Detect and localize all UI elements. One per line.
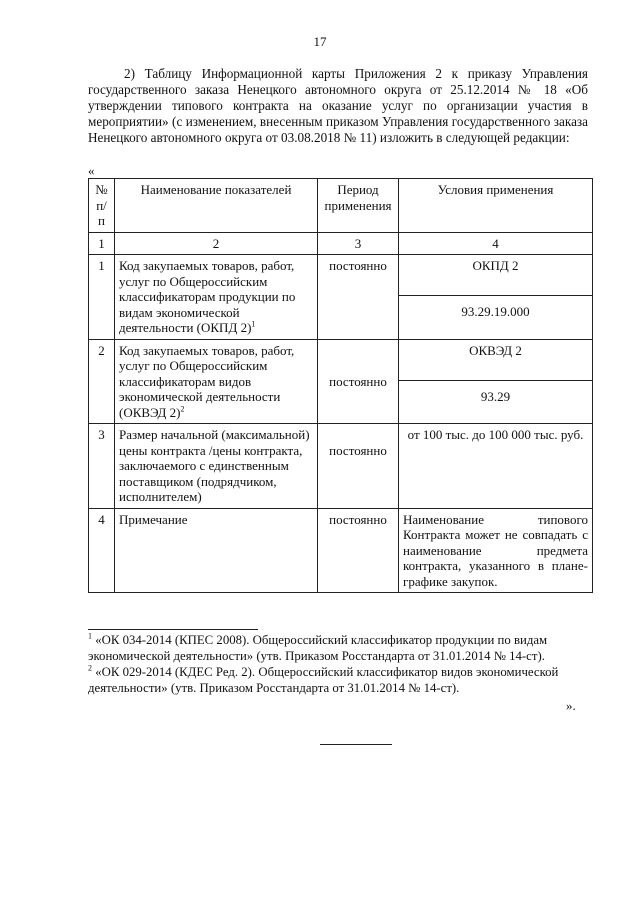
row-condition-code-type: ОКВЭД 2	[399, 339, 593, 380]
header-num: № п/п	[89, 179, 115, 233]
page-number: 17	[313, 34, 327, 49]
header-name: Наименование показателей	[115, 179, 318, 233]
footnote-separator	[88, 629, 258, 630]
row-num: 4	[89, 508, 115, 593]
header-conditions: Условия применения	[399, 179, 593, 233]
row-name-text: Код закупаемых товаров, работ, услуг по Общероссийским классификаторам видов экономической деятельности (ОКВЭД 2)	[119, 342, 295, 420]
row-num: 1	[89, 255, 115, 340]
row-name: Размер начальной (максимальной) цены контракта /цены контракта, заключаемого с единственным поставщиком (подрядчиком, исполнителем)	[115, 424, 318, 509]
header-period: Период применения	[318, 179, 399, 233]
row-condition: Наименование типового Контракта может не совпадать с наименование предмета контракта, указанного в плане-графике закупок.	[399, 508, 593, 593]
footnote-text: «ОК 029-2014 (КДЕС Ред. 2). Общероссийский классификатор видов экономической деятельности» (утв. Приказом Росстандарта от 31.01.2014 № 14-ст).	[88, 665, 559, 695]
footnote-1	[88, 632, 590, 664]
info-card-table	[88, 178, 593, 593]
footnotes	[88, 632, 590, 696]
intro-paragraph	[88, 66, 588, 146]
row-num: 2	[89, 339, 115, 424]
intro-text: 2) Таблицу Информационной карты Приложения 2 к приказу Управления государственного заказа Ненецкого автономного округа от 25.12.2014 № 18 «Об утверждении типового контракта на оказание услуг по организации участия в мероприятии» (с изменением, внесенным приказом Управления государственного заказа Ненецкого автономного округа от 03.08.2018 № 11) изложить в следующей редакции:	[88, 66, 588, 145]
row-name	[115, 255, 318, 340]
table-row	[89, 508, 593, 593]
row-period: постоянно	[318, 255, 399, 340]
row-condition-code-value: 93.29.19.000	[399, 296, 593, 340]
row-period: постоянно	[318, 339, 399, 424]
end-line	[320, 744, 392, 745]
footnote-ref: 2	[180, 404, 185, 414]
col-number-1: 1	[89, 232, 115, 255]
row-condition-code-value: 93.29	[399, 380, 593, 424]
row-name-text: Код закупаемых товаров, работ, услуг по Общероссийским классификаторам продукции по видам экономической деятельности (ОКПД 2)	[119, 258, 296, 335]
table-header-row	[89, 179, 593, 233]
footnote-2	[88, 664, 590, 696]
footnote-ref: 1	[251, 319, 256, 329]
row-period: постоянно	[318, 508, 399, 593]
row-name: Примечание	[115, 508, 318, 593]
col-number-4: 4	[399, 232, 593, 255]
table-row	[89, 255, 593, 296]
row-num: 3	[89, 424, 115, 509]
table-row	[89, 424, 593, 509]
footnote-mark: 2	[88, 663, 92, 673]
row-condition-code-type: ОКПД 2	[399, 255, 593, 296]
table-row	[89, 339, 593, 380]
closing-quote: ».	[566, 698, 576, 713]
row-period: постоянно	[318, 424, 399, 509]
column-numbering-row	[89, 232, 593, 255]
col-number-2: 2	[115, 232, 318, 255]
row-name	[115, 339, 318, 424]
footnote-mark: 1	[88, 631, 92, 641]
row-condition: от 100 тыс. до 100 000 тыс. руб.	[399, 424, 593, 509]
footnote-text: «ОК 034-2014 (КПЕС 2008). Общероссийский классификатор продукции по видам экономической деятельности» (утв. Приказом Росстандарта от 31.01.2014 № 14-ст).	[88, 633, 548, 663]
opening-quote: «	[88, 163, 95, 178]
col-number-3: 3	[318, 232, 399, 255]
